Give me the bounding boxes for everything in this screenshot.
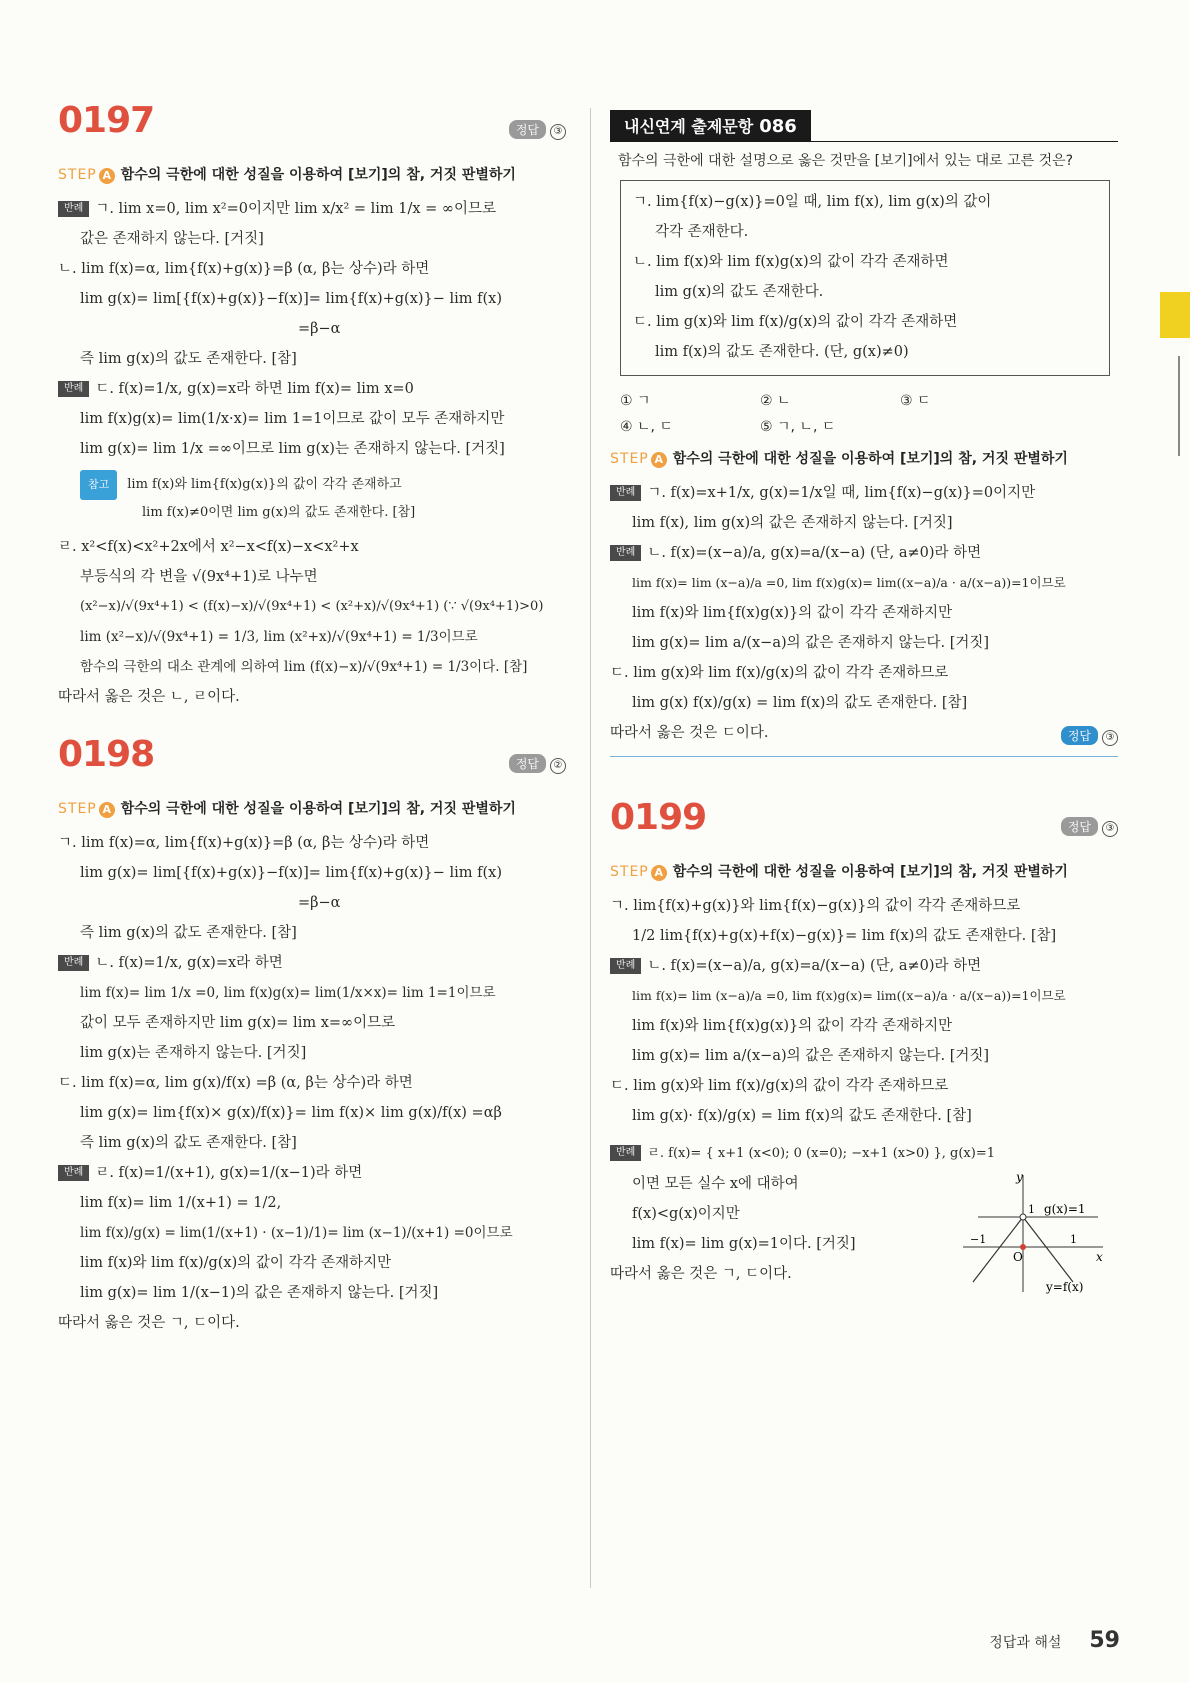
- step-word: STEP: [58, 801, 97, 817]
- page-footer: [989, 1628, 1120, 1653]
- solution-line: lim f(x)= lim 1/(x+1) = 1/2,: [80, 1195, 282, 1211]
- step-word: STEP: [610, 451, 649, 467]
- solution-line: 따라서 옳은 것은 ㄱ, ㄷ이다.: [58, 1315, 240, 1331]
- solution-line: 부등식의 각 변을 √(9x⁴+1)로 나누면: [80, 569, 318, 585]
- counterexample-tag: 반례: [58, 381, 89, 397]
- solution-line: lim f(x)와 lim{f(x)g(x)}의 값이 각각 존재하지만: [632, 1018, 953, 1034]
- solution-line: lim (x²−x)/√(9x⁴+1) = 1/3, lim (x²+x)/√(9x⁴+1) = 1/3이므로: [80, 629, 478, 645]
- solution-line: [58, 948, 566, 978]
- solution-line: ㄹ. x²<f(x)<x²+2x에서 x²−x<f(x)−x<x²+x: [58, 539, 359, 555]
- g-label: g(x)=1: [1044, 1202, 1086, 1216]
- line-text: ㄴ. f(x)=1/x, g(x)=x라 하면: [95, 955, 283, 971]
- problem-0199-header: [610, 797, 1118, 849]
- problem-0198-header: [58, 734, 566, 786]
- solution-line: [610, 538, 1118, 568]
- step-word: STEP: [610, 864, 649, 880]
- column-divider: [590, 108, 591, 1588]
- answer-label: 정답: [1061, 726, 1098, 745]
- tick-y-label: 1: [1028, 1203, 1035, 1216]
- solution-line: lim g(x)= lim{f(x)× g(x)/f(x)}= lim f(x)× lim g(x)/f(x) =αβ: [80, 1105, 502, 1121]
- counterexample-block: [610, 1139, 1118, 1294]
- right-column: [610, 100, 1118, 1294]
- solution-line: lim f(x)≠0이면 lim g(x)의 값도 존재한다. [참]: [142, 505, 416, 520]
- answer-label: 정답: [509, 120, 546, 139]
- solution-line: [80, 470, 566, 500]
- step-title: 함수의 극한에 대한 성질을 이용하여 [보기]의 참, 거짓 판별하기: [120, 801, 516, 817]
- section-separator: [610, 756, 1118, 757]
- f-label: y=f(x): [1046, 1280, 1084, 1294]
- solution-line: lim f(x)와 lim{f(x)g(x)}의 값이 각각 존재하지만: [632, 605, 953, 621]
- answer-choices: [620, 390, 1118, 436]
- box-line: ㄱ. lim{f(x)−g(x)}=0일 때, lim f(x), lim g(x)의 값이: [633, 194, 992, 210]
- step-title: 함수의 극한에 대한 성질을 이용하여 [보기]의 참, 거짓 판별하기: [120, 167, 516, 183]
- solution-line: =β−α: [298, 895, 341, 911]
- solution-line: lim f(x)= lim 1/x =0, lim f(x)g(x)= lim(1/x×x)= lim 1=1이므로: [80, 985, 496, 1001]
- step-title: 함수의 극한에 대한 성질을 이용하여 [보기]의 참, 거짓 판별하기: [672, 451, 1068, 467]
- line-text: lim f(x)와 lim{f(x)g(x)}의 값이 각각 존재하고: [127, 477, 402, 492]
- solution-line: ㄱ. lim f(x)=α, lim{f(x)+g(x)}=β (α, β는 상수)라 하면: [58, 835, 430, 851]
- solution-line: lim f(x), lim g(x)의 값은 존재하지 않는다. [거짓]: [632, 515, 953, 531]
- box-line: lim f(x)의 값도 존재한다. (단, g(x)≠0): [655, 344, 909, 360]
- solution-line: [610, 1139, 1118, 1169]
- reference-number: 086: [759, 116, 797, 137]
- function-graph: [958, 1167, 1108, 1297]
- box-line: 각각 존재한다.: [655, 224, 749, 240]
- note-tag: 참고: [80, 470, 117, 500]
- choice-5[interactable]: ⑤ ㄱ, ㄴ, ㄷ: [760, 419, 836, 435]
- solution-line: 즉 lim g(x)의 값도 존재한다. [참]: [80, 351, 297, 367]
- answer-badge: [509, 120, 566, 140]
- origin-label: O: [1013, 1250, 1023, 1264]
- line-text: ㄹ. f(x)=1/(x+1), g(x)=1/(x−1)라 하면: [95, 1165, 363, 1181]
- choice-3[interactable]: ③ ㄷ: [900, 393, 931, 409]
- problem-0197-header: [58, 100, 566, 152]
- counterexample-tag: 반례: [58, 1165, 89, 1181]
- solution-line: ㄴ. lim f(x)=α, lim{f(x)+g(x)}=β (α, β는 상수)라 하면: [58, 261, 430, 277]
- side-marks: [1178, 356, 1184, 456]
- solution-line: lim g(x)= lim 1/x =∞이므로 lim g(x)는 존재하지 않는다. [거짓]: [80, 441, 505, 457]
- reference-title: [610, 110, 811, 141]
- solution-line: lim g(x) f(x)/g(x) = lim f(x)의 값도 존재한다. [참]: [632, 695, 968, 711]
- problem-number: 0197: [58, 100, 155, 141]
- counterexample-tag: 반례: [58, 201, 89, 217]
- solution-line: 즉 lim g(x)의 값도 존재한다. [참]: [80, 925, 297, 941]
- solution-line: [610, 951, 1118, 981]
- solution-line: 1/2 lim{f(x)+g(x)+f(x)−g(x)}= lim f(x)의 값도 존재한다. [참]: [632, 928, 1057, 944]
- solution-line: lim f(x)와 lim f(x)/g(x)의 값이 각각 존재하지만: [80, 1255, 392, 1271]
- choice-4[interactable]: ④ ㄴ, ㄷ: [620, 419, 673, 435]
- answer-label: 정답: [1061, 817, 1098, 836]
- step-letter: A: [651, 452, 667, 468]
- step-heading: [58, 164, 566, 184]
- y-axis-label: y: [1016, 1170, 1023, 1184]
- answer-badge: [509, 754, 566, 774]
- step-heading: [58, 798, 566, 818]
- step-letter: A: [99, 168, 115, 184]
- solution-line: 값이 모두 존재하지만 lim g(x)= lim x=∞이므로: [80, 1015, 396, 1031]
- open-point: [1020, 1214, 1026, 1220]
- note-box: [80, 470, 566, 526]
- choice-2[interactable]: ② ㄴ: [760, 393, 791, 409]
- x-axis-label: x: [1096, 1250, 1103, 1264]
- line-text: ㄱ. f(x)=x+1/x, g(x)=1/x일 때, lim{f(x)−g(x)}=0이지만: [647, 485, 1036, 501]
- answer-value: ②: [550, 758, 566, 774]
- solution-line: =β−α: [298, 321, 341, 337]
- solution-line: 따라서 옳은 것은 ㄴ, ㄹ이다.: [58, 689, 240, 705]
- counterexample-tag: 반례: [610, 1145, 641, 1161]
- reference-label: 내신연계 출제문항: [624, 117, 754, 136]
- solution-line: 함수의 극한의 대소 관계에 의하여 lim (f(x)−x)/√(9x⁴+1) = 1/3이다. [참]: [80, 659, 528, 675]
- solution-line: lim g(x)= lim a/(x−a)의 값은 존재하지 않는다. [거짓]: [632, 635, 990, 651]
- step-letter: A: [99, 802, 115, 818]
- solution-line: [610, 478, 1118, 508]
- solution-line: ㄷ. lim g(x)와 lim f(x)/g(x)의 값이 각각 존재하므로: [610, 1078, 949, 1094]
- footer-text: 정답과 해설: [989, 1635, 1062, 1651]
- solution-line: ㄷ. lim g(x)와 lim f(x)/g(x)의 값이 각각 존재하므로: [610, 665, 949, 681]
- answer-value: ③: [550, 124, 566, 140]
- solution-line: f(x)<g(x)이지만: [632, 1206, 740, 1222]
- counterexample-tag: 반례: [58, 955, 89, 971]
- solution-line: lim g(x)= lim[{f(x)+g(x)}−f(x)]= lim{f(x)+g(x)}− lim f(x): [80, 865, 503, 881]
- tick-pos-label: 1: [1070, 1233, 1077, 1246]
- reference-choices-box: [620, 180, 1110, 376]
- solution-line: [58, 374, 566, 404]
- choice-1[interactable]: ① ㄱ: [620, 393, 651, 409]
- answer-value: ③: [1102, 730, 1118, 746]
- solution-line: ㄱ. lim{f(x)+g(x)}와 lim{f(x)−g(x)}의 값이 각각 존재하므로: [610, 898, 1021, 914]
- box-line: ㄴ. lim f(x)와 lim f(x)g(x)의 값이 각각 존재하면: [633, 254, 949, 270]
- reference-rule: [610, 141, 1118, 142]
- box-line: ㄷ. lim g(x)와 lim f(x)/g(x)의 값이 각각 존재하면: [633, 314, 958, 330]
- solution-line: 이면 모든 실수 x에 대하여: [632, 1176, 799, 1192]
- line-text: ㄱ. lim x=0, lim x²=0이지만 lim x/x² = lim 1/x = ∞이므로: [95, 201, 497, 217]
- solution-line: lim f(x)= lim (x−a)/a =0, lim f(x)g(x)= lim((x−a)/a · a/(x−a))=1이므로: [632, 575, 1066, 590]
- box-line: lim g(x)의 값도 존재한다.: [655, 284, 824, 300]
- step-heading: [610, 448, 1118, 468]
- left-column: [58, 100, 566, 1338]
- solution-line: lim f(x)= lim (x−a)/a =0, lim f(x)g(x)= lim((x−a)/a · a/(x−a))=1이므로: [632, 988, 1066, 1003]
- solution-line: lim g(x)· f(x)/g(x) = lim f(x)의 값도 존재한다. [참]: [632, 1108, 972, 1124]
- counterexample-tag: 반례: [610, 958, 641, 974]
- solution-line: 따라서 옳은 것은 ㄷ이다.: [610, 725, 769, 741]
- step-letter: A: [651, 865, 667, 881]
- solution-line: lim g(x)는 존재하지 않는다. [거짓]: [80, 1045, 307, 1061]
- solution-line: lim f(x)= lim g(x)=1이다. [거짓]: [632, 1236, 856, 1252]
- answer-label: 정답: [509, 754, 546, 773]
- solution-line: 따라서 옳은 것은 ㄱ, ㄷ이다.: [610, 1266, 792, 1282]
- line-text: ㄷ. f(x)=1/x, g(x)=x라 하면 lim f(x)= lim x=0: [95, 381, 414, 397]
- tick-neg-label: −1: [970, 1233, 987, 1246]
- reference-problem-header: [610, 100, 1118, 141]
- counterexample-tag: 반례: [610, 485, 641, 501]
- step-title: 함수의 극한에 대한 성질을 이용하여 [보기]의 참, 거짓 판별하기: [672, 864, 1068, 880]
- solution-line: 즉 lim g(x)의 값도 존재한다. [참]: [80, 1135, 297, 1151]
- solution-line: lim g(x)= lim 1/(x−1)의 값은 존재하지 않는다. [거짓]: [80, 1285, 439, 1301]
- solution-line: [58, 194, 566, 224]
- step-word: STEP: [58, 167, 97, 183]
- solution-line: [58, 1158, 566, 1188]
- solution-line: ㄷ. lim f(x)=α, lim g(x)/f(x) =β (α, β는 상수)라 하면: [58, 1075, 413, 1091]
- line-text: ㄹ. f(x)= { x+1 (x<0); 0 (x=0); −x+1 (x>0) }, g(x)=1: [647, 1146, 995, 1161]
- line-text: ㄴ. f(x)=(x−a)/a, g(x)=a/(x−a) (단, a≠0)라 하면: [647, 958, 982, 974]
- answer-value: ③: [1102, 821, 1118, 837]
- counterexample-tag: 반례: [610, 545, 641, 561]
- solution-line: lim f(x)/g(x) = lim(1/(x+1) · (x−1)/1)= lim (x−1)/(x+1) =0이므로: [80, 1225, 513, 1241]
- page-number: 59: [1089, 1628, 1120, 1653]
- solution-line: lim f(x)g(x)= lim(1/x·x)= lim 1=1이므로 값이 모두 존재하지만: [80, 411, 505, 427]
- step-heading: [610, 861, 1118, 881]
- line-text: ㄴ. f(x)=(x−a)/a, g(x)=a/(x−a) (단, a≠0)라 하면: [647, 545, 982, 561]
- problem-number: 0198: [58, 734, 155, 775]
- reference-question: 함수의 극한에 대한 설명으로 옳은 것만을 [보기]에서 있는 대로 고른 것은?: [618, 153, 1074, 169]
- solution-line: (x²−x)/√(9x⁴+1) < (f(x)−x)/√(9x⁴+1) < (x²+x)/√(9x⁴+1) (∵ √(9x⁴+1)>0): [80, 599, 544, 614]
- f-right-branch: [1023, 1217, 1073, 1282]
- answer-badge: [1061, 817, 1118, 837]
- side-tab: [1160, 292, 1190, 338]
- solution-line: lim g(x)= lim a/(x−a)의 값은 존재하지 않는다. [거짓]: [632, 1048, 990, 1064]
- problem-number: 0199: [610, 797, 707, 838]
- solution-line: 값은 존재하지 않는다. [거짓]: [80, 231, 264, 247]
- solution-line: lim g(x)= lim[{f(x)+g(x)}−f(x)]= lim{f(x)+g(x)}− lim f(x): [80, 291, 503, 307]
